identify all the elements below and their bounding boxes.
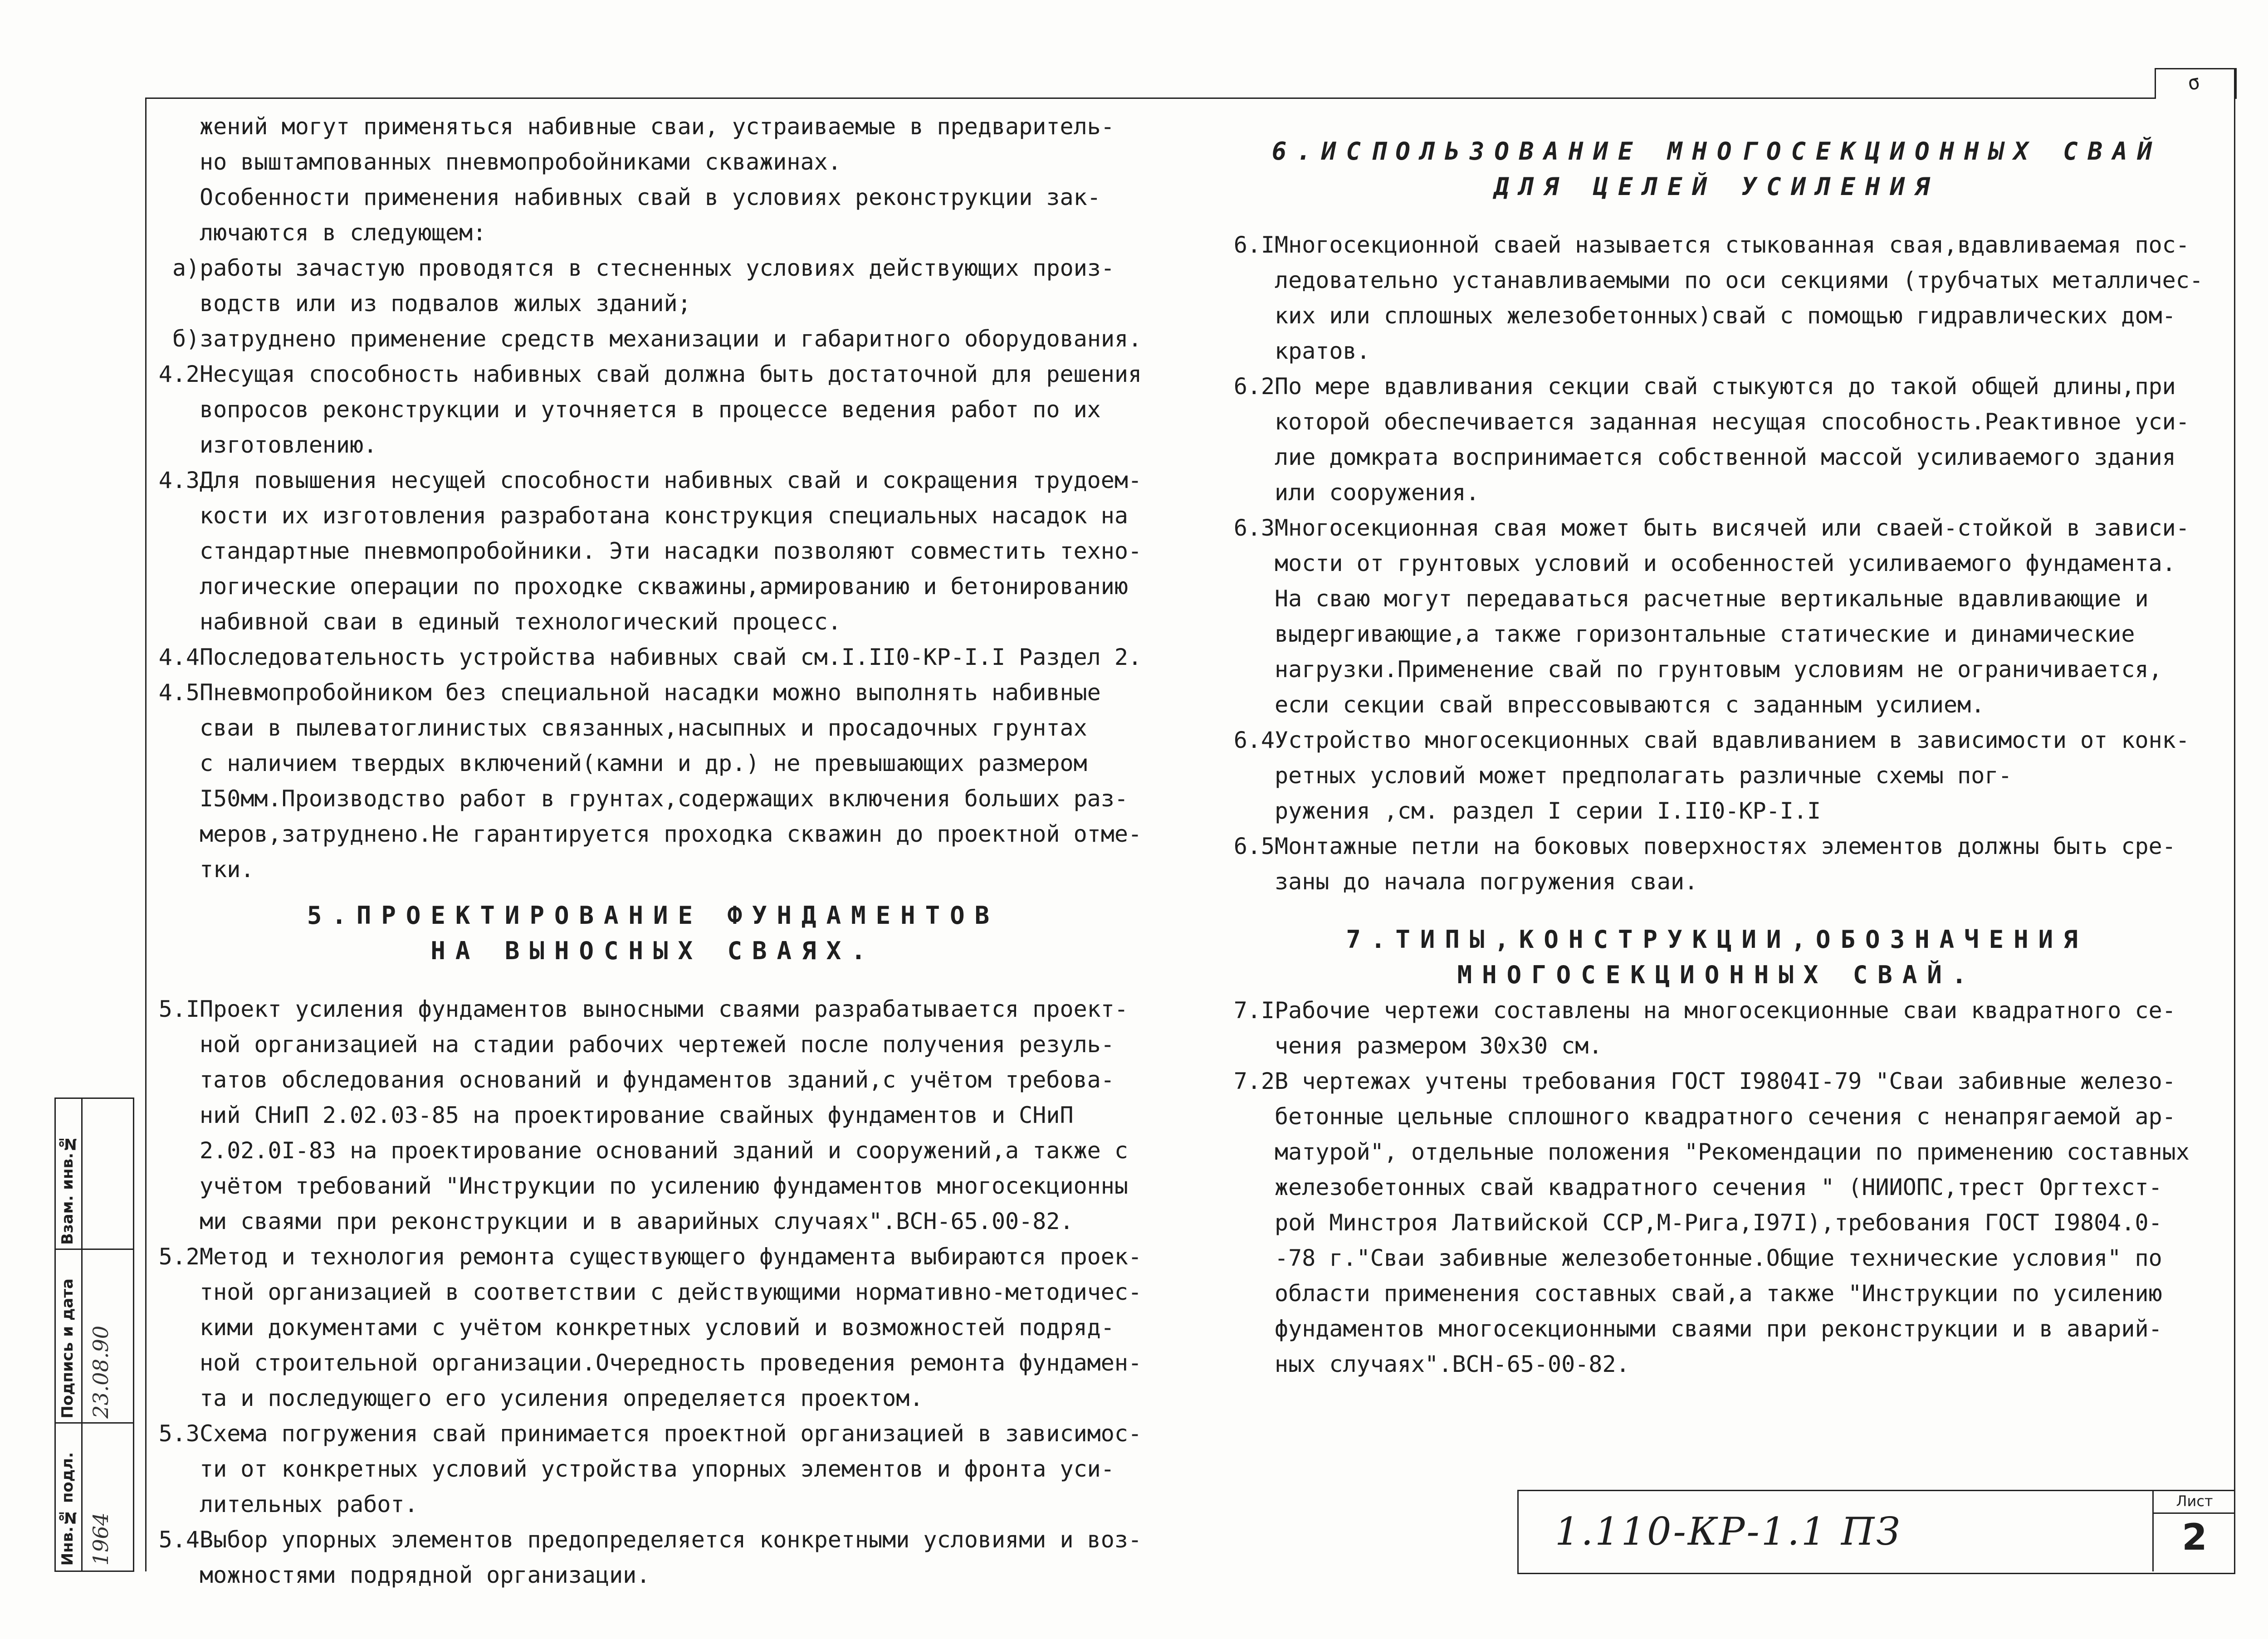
clause-7-2	[1211, 1063, 2223, 1382]
section-7-heading: 7.ТИПЫ,КОНСТРУКЦИИ,ОБОЗНАЧЕНИЯ	[1346, 925, 2088, 954]
text-line: лие домкрата воспринимается собственной массой усиливаемого здания	[1275, 444, 2176, 470]
text-line: но выштампованных пневмопробойниками скважинах.	[200, 149, 841, 175]
text-line: Пневмопробойником без специальной насадки можно выполнять набивные	[200, 679, 1101, 706]
text-line: Схема погружения свай принимается проектной организацией в зависимос-	[200, 1420, 1142, 1447]
text-line: кратов.	[1275, 338, 1370, 364]
clause-5-3	[136, 1416, 1170, 1522]
clause-4-4	[136, 639, 1170, 675]
text-line: -78 г."Сваи забивные железобетонные.Общие технические условия" по	[1275, 1245, 2162, 1271]
text-line: ми сваями при реконструкции и в аварийных случаях".ВСН-65.00-82.	[200, 1208, 1074, 1234]
text-line: лительных работ.	[200, 1491, 418, 1517]
text-line: Проект усиления фундаментов выносными сваями разрабатывается проект-	[200, 996, 1128, 1022]
text-line: Несущая способность набивных свай должна быть достаточной для решения	[200, 361, 1142, 387]
text-line: учётом требований "Инструкции по усилению фундаментов многосекционны	[200, 1173, 1128, 1199]
text-line: кими документами с учётом конкретных условий и возможностей подряд-	[200, 1314, 1114, 1341]
text-line: логические операции по проходке скважины,армированию и бетонированию	[200, 573, 1128, 600]
text-line: Выбор упорных элементов предопределяется конкретными условиями и воз-	[200, 1527, 1142, 1553]
left-column	[136, 109, 1170, 1593]
clause-number: 7.I	[1233, 997, 1275, 1024]
clause-6-5	[1211, 829, 2223, 899]
clause-6-2	[1211, 369, 2223, 510]
text-line: если секции свай впрессовываются с заданным усилием.	[1275, 692, 1985, 718]
clause-number: 6.2	[1233, 373, 1275, 400]
clause-number: 4.4	[158, 644, 200, 670]
text-line: ной строительной организации.Очередность проведения ремонта фундамен-	[200, 1350, 1142, 1376]
clause-number: 5.2	[158, 1244, 200, 1270]
right-column	[1211, 134, 2223, 1382]
stamp-cell-inv-original	[56, 1424, 133, 1569]
top-tab-mark: σ	[2185, 70, 2202, 95]
text-line: Последовательность устройства набивных свай см.I.II0-КР-I.I Раздел 2.	[200, 644, 1142, 670]
clause-number: 4.3	[158, 467, 200, 493]
clause-4-2	[136, 356, 1170, 463]
text-line: Для повышения несущей способности набивных свай и сокращения трудоем-	[200, 467, 1142, 493]
clause-6-3	[1211, 510, 2223, 722]
text-line: или сооружения.	[1275, 479, 1480, 506]
stamp-date-value: 23.08.90	[88, 1326, 113, 1419]
title-block	[1517, 1490, 2235, 1574]
text-line: Многосекционной сваей называется стыкованная свая,вдавливаемая пос-	[1275, 232, 2190, 258]
text-line: ных случаях".ВСН-65-00-82.	[1275, 1351, 1630, 1377]
text-line: та и последующего его усиления определяется проектом.	[200, 1385, 924, 1411]
clause-4-5	[136, 675, 1170, 887]
sheet-label: Лист	[2154, 1490, 2235, 1514]
text-line: набивной сваи в единый технологический процесс.	[200, 609, 841, 635]
clause-7-1	[1211, 993, 2223, 1063]
text-line: рой Минстроя Латвийской ССР,М-Рига,I97I),требования ГОСТ I9804.0-	[1275, 1210, 2162, 1236]
frame-right-border	[2234, 68, 2235, 1574]
text-line: меров,затруднено.Не гарантируется проходка скважин до проектной отме-	[200, 821, 1142, 847]
subitem-a: а)работы зачастую проводятся в стесненных условиях действующих произ-	[172, 255, 1115, 281]
text-line: изготовлению.	[200, 432, 377, 458]
text-line: ких или сплошных железобетонных)свай с помощью гидравлических дом-	[1275, 302, 2176, 329]
clause-6-4	[1211, 722, 2223, 829]
text-line: железобетонных свай квадратного сечения " (НИИОПС,трест Оргтехст-	[1275, 1174, 2162, 1200]
clause-number: 6.I	[1233, 232, 1275, 258]
text-line: выдергивающие,а также горизонтальные статические и динамические	[1275, 621, 2135, 647]
text-line: ружения ,см. раздел I серии I.II0-КР-I.I	[1275, 798, 1821, 824]
clause-number: 5.3	[158, 1420, 200, 1447]
top-corner-tab	[2155, 68, 2237, 99]
stamp-label-replace-inv: Взам. инв.№	[59, 1135, 77, 1245]
text-line: В чертежах учтены требования ГОСТ I9804I-79 "Сваи забивные железо-	[1275, 1068, 2176, 1094]
clause-number: 4.5	[158, 679, 200, 706]
text-line: 2.02.0I-83 на проектирование оснований зданий и сооружений,а также с	[200, 1137, 1128, 1164]
text-line: области применения составных свай,а также "Инструкции по усилению	[1275, 1280, 2162, 1307]
section-5-heading-line2: НА ВЫНОСНЫХ СВАЯХ.	[430, 937, 876, 965]
frame-top-border	[145, 98, 2155, 99]
text-line: I50мм.Производство работ в грунтах,содержащих включения больших раз-	[200, 785, 1128, 812]
text-line: сваи в пылеватоглинистых связанных,насыпных и просадочных грунтах	[200, 715, 1087, 741]
subitem-b: б)затруднено применение средств механизации и габаритного оборудования.	[172, 326, 1142, 352]
stamp-label-inv-original: Инв.№ подл.	[59, 1452, 77, 1566]
stamp-inv-value: 1964	[88, 1512, 113, 1566]
clause-number: 5.I	[158, 996, 200, 1022]
clause-5-2	[136, 1239, 1170, 1416]
clause-5-4	[136, 1522, 1170, 1593]
text-line: с наличием твердых включений(камни и др.) не превышающих размером	[200, 750, 1087, 776]
text-line: фундаментов многосекционными сваями при реконструкции и в аварий-	[1275, 1316, 2162, 1342]
sheet-number-box	[2152, 1490, 2235, 1571]
text-line: можностями подрядной организации.	[200, 1562, 650, 1588]
clause-4-3	[136, 463, 1170, 639]
section-7-heading-line2: МНОГОСЕКЦИОННЫХ СВАЙ.	[1457, 961, 1977, 989]
text-line: По мере вдавливания секции свай стыкуются до такой общей длины,при	[1275, 373, 2176, 400]
text-line: ретных условий может предполагать различные схемы пог-	[1275, 762, 2012, 789]
text-line: мости от грунтовых условий и особенностей усиливаемого фундамента.	[1275, 550, 2176, 576]
stamp-label-signature-date: Подпись и дата	[59, 1278, 77, 1419]
text-line: водств или из подвалов жилых зданий;	[200, 290, 691, 317]
side-stamp	[54, 1098, 134, 1572]
stamp-cell-signature-date	[56, 1250, 133, 1424]
text-line: Особенности применения набивных свай в условиях реконструкции зак-	[200, 184, 1101, 210]
clause-number: 7.2	[1233, 1068, 1275, 1094]
clause-6-1	[1211, 227, 2223, 369]
text-line: бетонные цельные сплошного квадратного сечения с ненапрягаемой ар-	[1275, 1103, 2176, 1130]
text-line: Монтажные петли на боковых поверхностях элементов должны быть сре-	[1275, 833, 2176, 859]
text-line: ледовательно устанавливаемыми по оси секциями (трубчатых металличес-	[1275, 267, 2203, 293]
text-line: кости их изготовления разработана конструкция специальных насадок на	[200, 502, 1128, 529]
text-line: ной организацией на стадии рабочих чертежей после получения резуль-	[200, 1031, 1114, 1058]
text-line: Метод и технология ремонта существующего фундамента выбираются проек-	[200, 1244, 1142, 1270]
text-line: тки.	[200, 856, 254, 883]
sheet-number: 2	[2182, 1516, 2207, 1558]
clause-number: 6.4	[1233, 727, 1275, 753]
clause-number: 6.5	[1233, 833, 1275, 859]
text-line: заны до начала погружения сваи.	[1275, 868, 1698, 895]
text-line: Рабочие чертежи составлены на многосекционные сваи квадратного се-	[1275, 997, 2176, 1024]
text-line: чения размером 30х30 см.	[1275, 1033, 1603, 1059]
text-line: Многосекционная свая может быть висячей или сваей-стойкой в зависи-	[1275, 515, 2190, 541]
clause-number: 4.2	[158, 361, 200, 387]
section-6-heading-line2: ДЛЯ ЦЕЛЕЙ УСИЛЕНИЯ	[1494, 172, 1940, 201]
text-line: тной организацией в соответствии с действующими нормативно-методичес-	[200, 1279, 1142, 1305]
text-line: стандартные пневмопробойники. Эти насадки позволяют совместить техно-	[200, 538, 1142, 564]
text-line: нагрузки.Применение свай по грунтовым условиям не ограничивается,	[1275, 656, 2162, 683]
document-code: 1.110-КР-1.1 ПЗ	[1555, 1509, 1902, 1554]
text-line: ний СНиП 2.02.03-85 на проектирование свайных фундаментов и СНиП	[200, 1102, 1074, 1128]
section-5-heading: 5.ПРОЕКТИРОВАНИЕ ФУНДАМЕНТОВ	[307, 901, 1000, 930]
text-line: Устройство многосекционных свай вдавливанием в зависимости от конк-	[1275, 727, 2190, 753]
section-6-heading: 6.ИСПОЛЬЗОВАНИЕ МНОГОСЕКЦИОННЫХ СВАЙ	[1271, 137, 2162, 166]
clause-5-1	[136, 991, 1170, 1239]
clause-number: 6.3	[1233, 515, 1275, 541]
stamp-cell-replace-inv	[56, 1099, 133, 1250]
text-line: лючаются в следующем:	[200, 220, 487, 246]
text-line: которой обеспечивается заданная несущая способность.Реактивное уси-	[1275, 409, 2190, 435]
text-line: матурой", отдельные положения "Рекомендации по применению составных	[1275, 1139, 2190, 1165]
text-line: На сваю могут передаваться расчетные вертикальные вдавливающие и	[1275, 585, 2149, 612]
clause-number: 5.4	[158, 1527, 200, 1553]
text-line: жений могут применяться набивные сваи, устраиваемые в предваритель-	[200, 113, 1114, 140]
text-line: вопросов реконструкции и уточняется в процессе ведения работ по их	[200, 396, 1101, 423]
text-line: татов обследования оснований и фундаментов зданий,с учётом требова-	[200, 1067, 1114, 1093]
text-line: ти от конкретных условий устройства упорных элементов и фронта уси-	[200, 1456, 1114, 1482]
